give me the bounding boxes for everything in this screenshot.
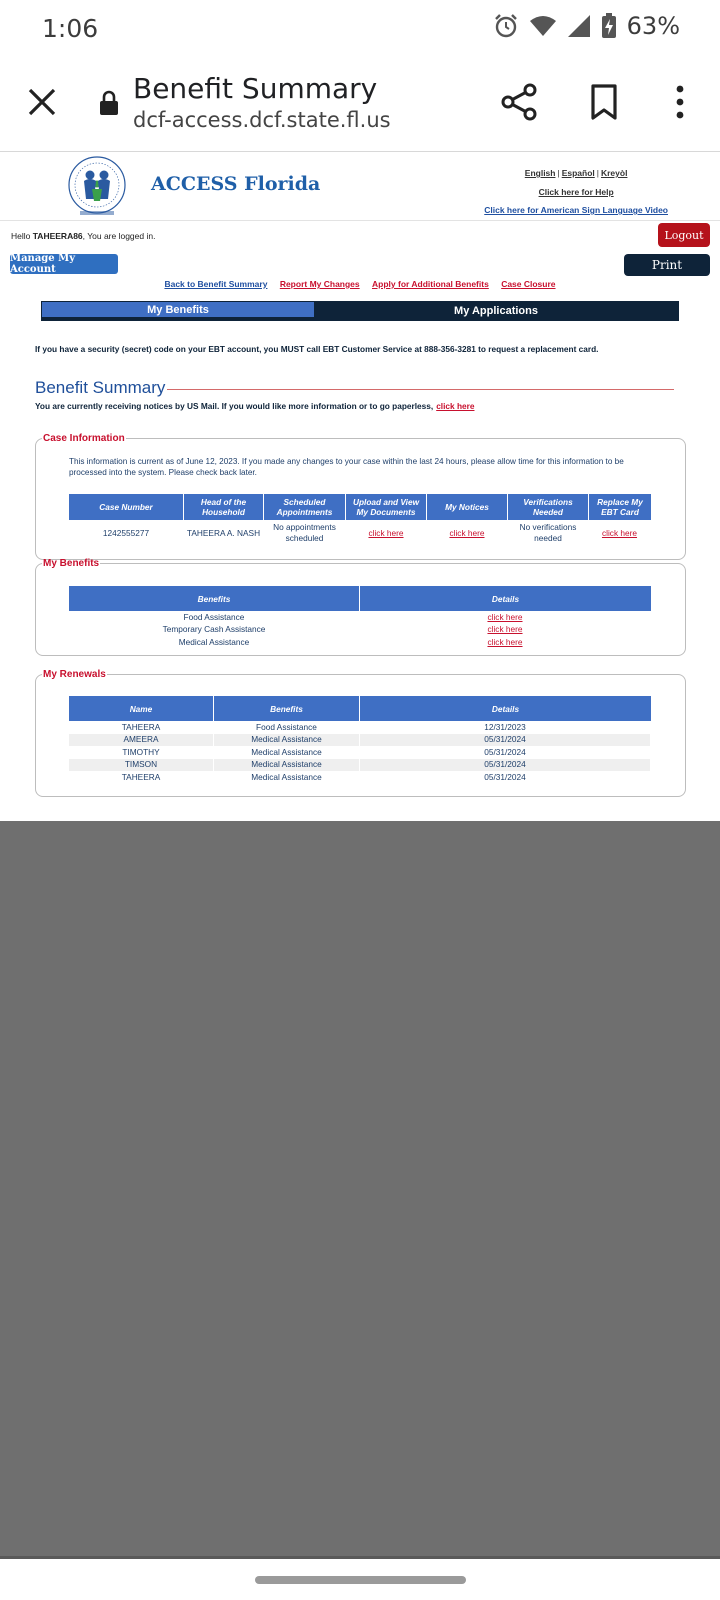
- battery-percent: 63%: [626, 12, 680, 40]
- renewal-benefit: Medical Assistance: [214, 771, 360, 784]
- renewal-name: TIMOTHY: [69, 746, 214, 759]
- renewal-date: 05/31/2024: [360, 746, 651, 759]
- help-link[interactable]: Click here for Help: [538, 186, 614, 197]
- hello-prefix: Hello: [11, 231, 31, 241]
- table-header-row: [69, 696, 651, 721]
- case-information-section: [35, 433, 686, 560]
- case-info-table: [69, 494, 651, 546]
- table-row: [69, 624, 651, 637]
- case-closure-link[interactable]: Case Closure: [501, 279, 556, 289]
- case-info-note: This information is current as of June 12, 2023. If you made any changes to your case within the last 24 hours, please allow time for this information to be processed into the system. Please check back later.: [69, 457, 624, 477]
- my-benefits-section: [35, 558, 686, 656]
- benefit-name: Food Assistance: [69, 611, 360, 624]
- table-row: [69, 771, 651, 784]
- renewal-benefit: Medical Assistance: [214, 759, 360, 772]
- signal-icon: [567, 14, 591, 38]
- tab-my-applications[interactable]: My Applications: [314, 302, 678, 320]
- my-benefits-table: [69, 586, 651, 649]
- browser-toolbar: [0, 56, 720, 152]
- renewal-name: TIMSON: [69, 759, 214, 772]
- more-options-icon[interactable]: [668, 84, 692, 120]
- col-upload-documents: Upload and View My Documents: [346, 494, 427, 520]
- renewal-date: 05/31/2024: [360, 734, 651, 747]
- lock-icon[interactable]: [98, 90, 120, 116]
- my-renewals-legend: My Renewals: [43, 669, 106, 680]
- benefit-details-link[interactable]: click here: [487, 636, 523, 647]
- head-household-value: TAHEERA A. NASH: [184, 520, 264, 546]
- bookmark-icon[interactable]: [588, 84, 620, 120]
- col-benefits: Benefits: [69, 586, 360, 611]
- benefit-name: Temporary Cash Assistance: [69, 624, 360, 637]
- share-icon[interactable]: [500, 82, 540, 122]
- table-row: [69, 636, 651, 649]
- lang-kreyol-link[interactable]: Kreyòl: [600, 168, 628, 178]
- alarm-icon: [493, 13, 519, 39]
- status-time: 1:06: [42, 14, 99, 43]
- benefit-details-link[interactable]: click here: [487, 624, 523, 635]
- paperless-text: You are currently receiving notices by US Mail. If you would like more information or to go paperless,: [35, 401, 434, 411]
- lang-english-link[interactable]: English: [524, 168, 556, 178]
- col-case-number: Case Number: [69, 494, 184, 520]
- case-number-value: 1242555277: [69, 520, 184, 546]
- apply-benefits-link[interactable]: Apply for Additional Benefits: [372, 279, 489, 289]
- paperless-notice: [35, 401, 474, 411]
- paperless-link[interactable]: click here: [436, 401, 475, 411]
- print-button[interactable]: Print: [624, 254, 710, 276]
- col-name: Name: [69, 696, 214, 721]
- status-bar: [0, 0, 720, 56]
- login-greeting: [11, 231, 155, 241]
- status-icons: [493, 12, 680, 40]
- lang-espanol-link[interactable]: Español: [561, 168, 595, 178]
- site-header: [0, 153, 720, 221]
- table-row: [69, 611, 651, 624]
- table-row: [69, 759, 651, 772]
- table-row: [69, 520, 651, 546]
- renewal-benefit: Medical Assistance: [214, 746, 360, 759]
- table-header-row: [69, 586, 651, 611]
- renewal-date: 05/31/2024: [360, 759, 651, 772]
- renewal-name: TAHEERA: [69, 771, 214, 784]
- appointments-value: No appointments scheduled: [264, 520, 346, 546]
- site-name: ACCESS Florida: [151, 173, 321, 195]
- webpage: [0, 153, 720, 821]
- language-links: English | Español | Kreyòl: [524, 168, 628, 178]
- case-information-legend: Case Information: [43, 433, 125, 444]
- renewal-date: 12/31/2023: [360, 721, 651, 734]
- florida-dcf-seal-icon: [66, 155, 128, 219]
- close-icon[interactable]: [26, 86, 58, 118]
- table-row: [69, 746, 651, 759]
- page-nav-links: [0, 279, 720, 289]
- col-head-household: Head of the Household: [184, 494, 264, 520]
- asl-video-link[interactable]: Click here for American Sign Language Video: [484, 205, 668, 215]
- renewal-date: 05/31/2024: [360, 771, 651, 784]
- manage-account-button[interactable]: Manage My Account: [10, 254, 118, 274]
- table-header-row: [69, 494, 651, 520]
- back-to-summary-link[interactable]: Back to Benefit Summary: [164, 279, 268, 289]
- page-overscroll-area: [0, 821, 720, 1556]
- header-links: [484, 164, 668, 220]
- benefit-details-link[interactable]: click here: [487, 611, 523, 622]
- renewal-benefit: Medical Assistance: [214, 734, 360, 747]
- report-changes-link[interactable]: Report My Changes: [279, 279, 360, 289]
- tab-my-benefits[interactable]: My Benefits: [42, 302, 314, 320]
- home-gesture-handle[interactable]: [255, 1576, 466, 1584]
- page-url[interactable]: dcf-access.dcf.state.fl.us: [133, 108, 391, 132]
- renewal-name: TAHEERA: [69, 721, 214, 734]
- replace-ebt-card-link[interactable]: click here: [601, 527, 638, 538]
- col-verifications-needed: Verifications Needed: [508, 494, 589, 520]
- table-row: [69, 721, 651, 734]
- summary-title-divider: [166, 389, 674, 390]
- hello-suffix: , You are logged in.: [82, 231, 156, 241]
- my-benefits-legend: My Benefits: [43, 558, 100, 569]
- col-benefits: Benefits: [214, 696, 360, 721]
- page-title: Benefit Summary: [133, 72, 378, 105]
- col-my-notices: My Notices: [427, 494, 508, 520]
- my-renewals-table: [69, 696, 651, 784]
- renewal-name: AMEERA: [69, 734, 214, 747]
- my-notices-link[interactable]: click here: [449, 527, 485, 538]
- tab-bar: [41, 301, 679, 321]
- upload-documents-link[interactable]: click here: [368, 527, 404, 538]
- ebt-security-notice: If you have a security (secret) code on your EBT account, you MUST call EBT Customer Service at 888-356-3281 to request a replacement card.: [35, 344, 599, 354]
- verifications-value: No verifications needed: [508, 520, 589, 546]
- table-row: [69, 734, 651, 747]
- benefit-name: Medical Assistance: [69, 636, 360, 649]
- benefit-summary-heading: Benefit Summary: [35, 378, 166, 397]
- username: TAHEERA86: [32, 231, 83, 241]
- wifi-icon: [529, 14, 557, 38]
- col-details: Details: [360, 586, 651, 611]
- col-replace-ebt-card: Replace My EBT Card: [589, 494, 651, 520]
- col-details: Details: [360, 696, 651, 721]
- system-navigation-bar: [0, 1556, 720, 1600]
- col-scheduled-appointments: Scheduled Appointments: [264, 494, 346, 520]
- logout-button[interactable]: Logout: [658, 223, 710, 247]
- battery-charging-icon: [601, 13, 617, 39]
- my-renewals-section: [35, 669, 686, 797]
- renewal-benefit: Food Assistance: [214, 721, 360, 734]
